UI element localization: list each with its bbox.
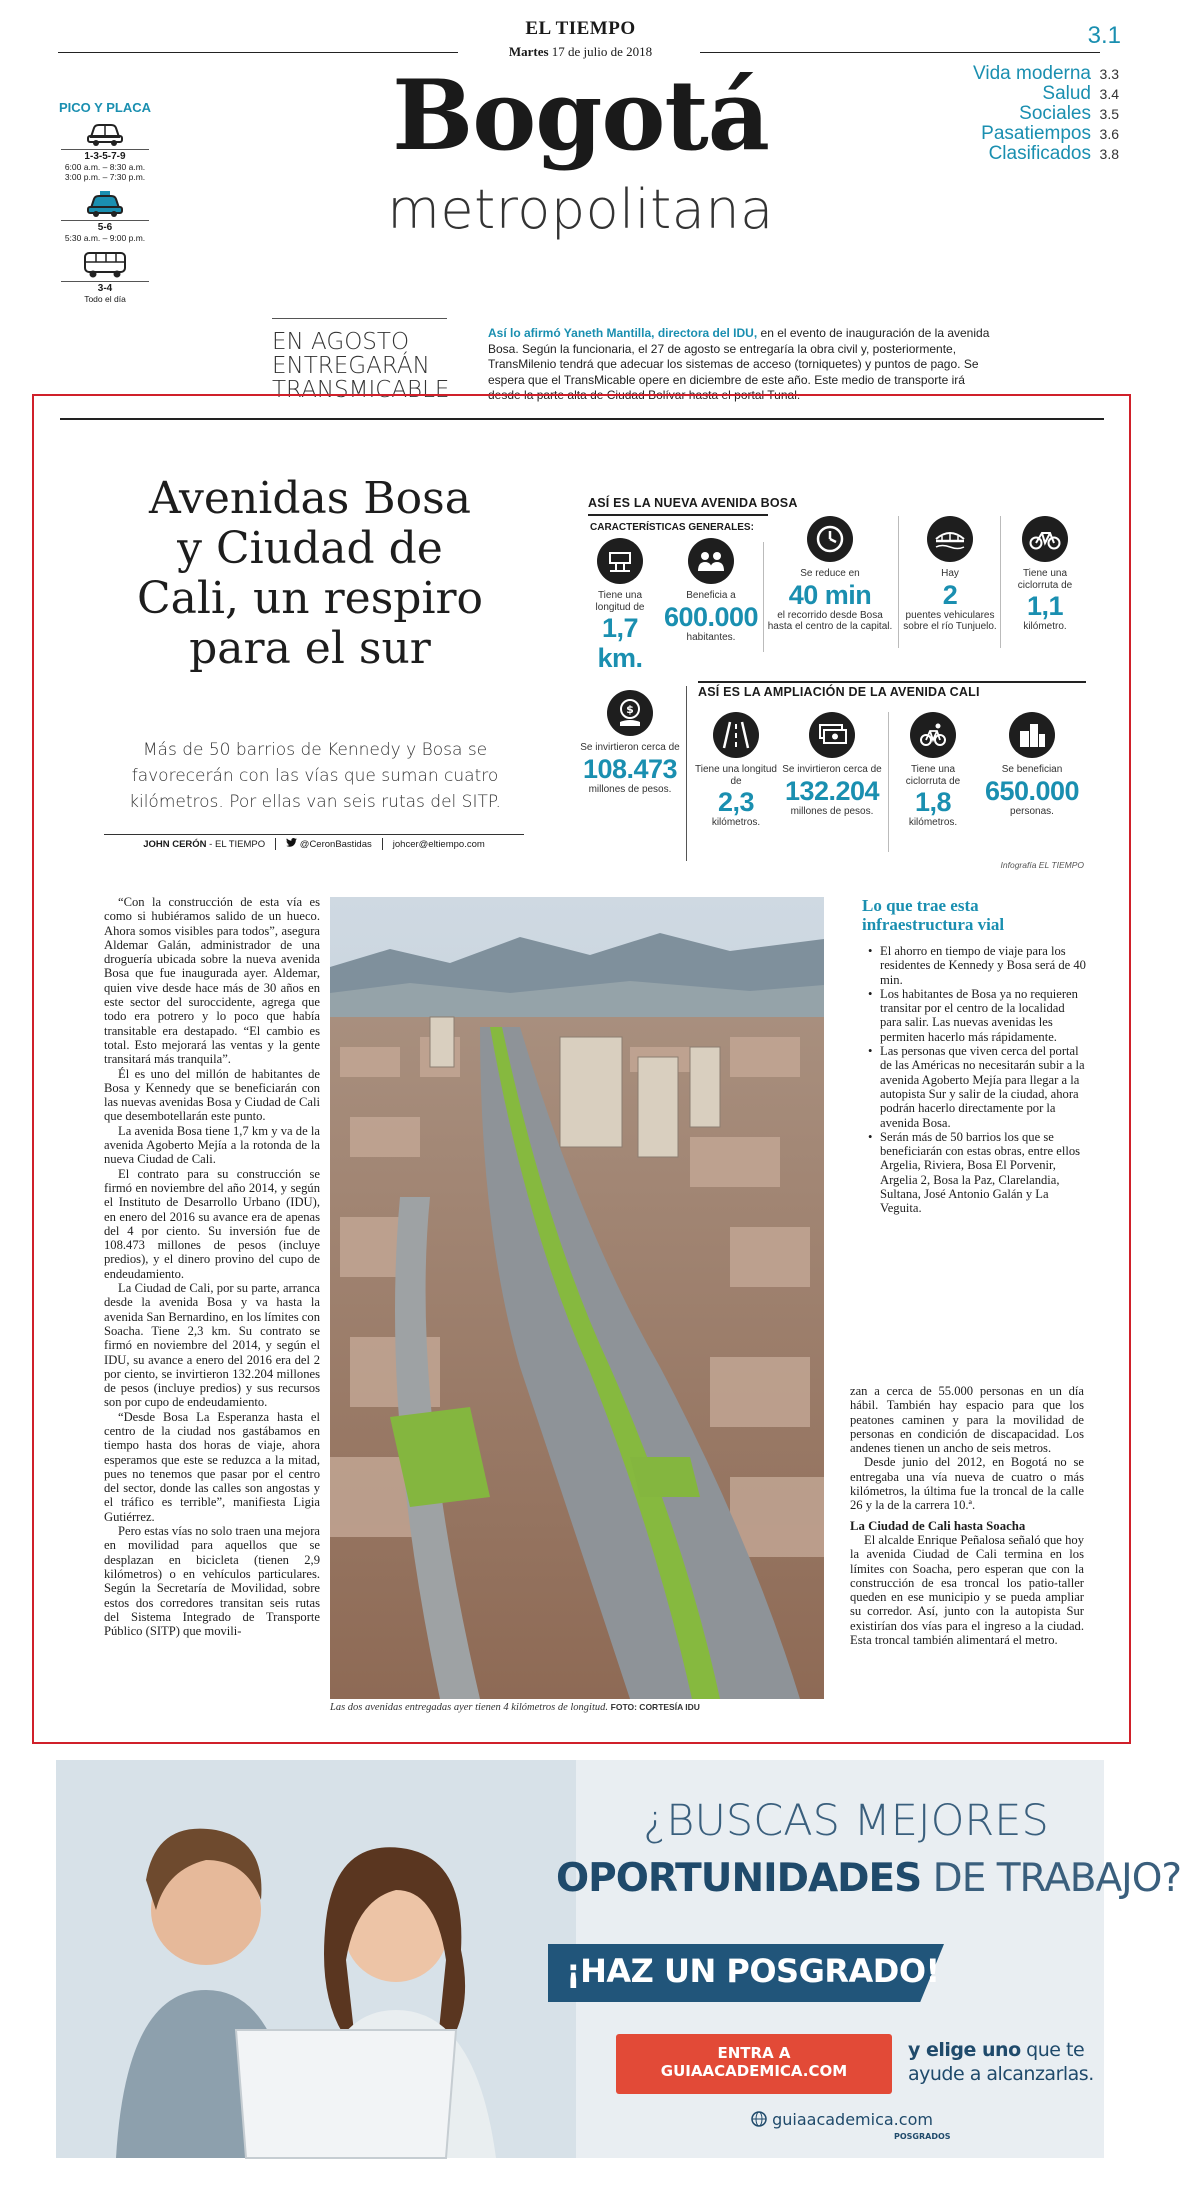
- article-paragraph: El alcalde Enrique Peñalosa señaló que hoy la avenida Ciudad de Cali termina en los límites con Soacha, pero esperan que con la construcción de esa troncal los patio-taller queden en ese municipio y se pueda ampliar su corredor. Así, junto con la autopista Sur existirían dos vías para el ingreso a la ciudad. Esta troncal también alimentará el metro.: [850, 1532, 1084, 1648]
- advertisement[interactable]: [56, 1760, 1181, 2158]
- infographic-divider: [888, 712, 889, 852]
- ad-headline-2-bold: OPORTUNIDADES: [556, 1856, 922, 1901]
- byline-separator: [275, 838, 276, 850]
- byline-separator: [382, 838, 383, 850]
- infographic-item: [1002, 516, 1088, 632]
- issue-date-text: 17 de julio de 2018: [551, 44, 653, 59]
- infographic-unit: el recorrido desde Bosa hasta el centro de la capital.: [767, 609, 893, 632]
- pico-y-placa-hours: Todo el día: [84, 294, 126, 304]
- sidebar-list-item: • El ahorro en tiempo de viaje para los residentes de Kennedy y Bosa será de 40 min.: [866, 944, 1088, 987]
- issue-date: [0, 44, 1161, 60]
- infographic-credit: Infografía EL TIEMPO: [1000, 860, 1084, 870]
- article-subhead: La Ciudad de Cali hasta Soacha: [850, 1518, 1026, 1533]
- section-index: [973, 64, 1119, 164]
- infographic-label: Se invirtieron cerca de: [782, 764, 882, 775]
- infographic-item: [580, 538, 660, 673]
- teaser-headline-line: EN AGOSTO: [272, 329, 410, 355]
- headline-line: Avenidas Bosa: [149, 473, 471, 524]
- infographic-unit: puentes vehiculares sobre el río Tunjuelo.: [903, 609, 997, 632]
- pico-y-placa-digits: 3-4: [61, 281, 149, 294]
- sidebar-list: [866, 944, 1088, 1216]
- article-paragraph: zan a cerca de 55.000 personas en un día hábil. También hay espacio para que los peatones caminen y para la movilidad de personas en condición de discapacidad. Los andenes tienen un ancho de seis metros.: [850, 1384, 1084, 1456]
- ad-cta-side-rest: que te ayude a alcanzarlas.: [908, 2039, 1094, 2085]
- road-sign-icon: [597, 538, 643, 584]
- infographic-unit: kilómetro.: [1023, 621, 1067, 632]
- ad-cta-line-1: ENTRA A: [717, 2044, 791, 2062]
- pico-y-placa-digits: 5-6: [61, 220, 149, 233]
- infographic-unit: kilómetros.: [908, 817, 958, 828]
- infographic-label: Se benefician: [1001, 764, 1063, 775]
- newspaper-name: EL TIEMPO: [525, 18, 636, 39]
- byline-twitter: @CeronBastidas: [299, 839, 372, 850]
- car-icon: [85, 121, 125, 147]
- infographic-value: 132.204: [784, 775, 880, 806]
- infographic-title-bosa: ASÍ ES LA NUEVA AVENIDA BOSA: [588, 496, 798, 510]
- infographic-value: 40 min: [788, 579, 872, 610]
- infographic-label: Tiene una ciclorruta de: [905, 764, 961, 787]
- infographic-value: 1,7 km.: [597, 613, 643, 673]
- infographic-label: Tiene una ciclorruta de: [1017, 568, 1073, 591]
- headline-line: Cali, un respiro: [136, 573, 484, 624]
- infographic-item: [976, 712, 1088, 817]
- byline-outlet: - EL TIEMPO: [206, 838, 266, 850]
- infographic-unit: millones de pesos.: [588, 783, 672, 795]
- story-headline[interactable]: [90, 474, 530, 674]
- infographic-divider: [898, 516, 899, 648]
- article-paragraph: Pero estas vías no solo traen una mejora en movilidad para aquellos que se desplazan en bicicleta (tienen 2,9 kilómetros) o en vehículos particulares. Según la Secretaría de Movilidad, sobre estos dos corredores transitan seis rutas del Sistema Integrado de Transporte Público (SITP) que movili-: [104, 1524, 320, 1639]
- infographic-label: Se invirtieron cerca de: [580, 742, 680, 753]
- sidebar-list-item: • Serán más de 50 barrios los que se beneficiarán con estas obras, entre ellos Argelia, Riviera, Bosa El Porvenir, Argelia 2, Bosa la Paz, Clarelandia, Sultana, José Antonio Galán y La Veguita.: [866, 1130, 1088, 1216]
- pico-y-placa-taxi: [50, 190, 160, 243]
- infographic-value: 650.000: [984, 775, 1080, 806]
- infographic-unit: personas.: [1010, 805, 1054, 817]
- pico-y-placa-hours: 3:00 p.m. – 7:30 p.m.: [64, 172, 146, 182]
- section-index-item[interactable]: Clasificados 3.8: [988, 143, 1119, 164]
- infographic-divider: [686, 686, 687, 861]
- article-paragraph: “Con la construcción de esta vía es como si hubiéramos salido de un hueco. Ahora somos visibles para todos”, asegura Aldemar Galán, administrador de una droguería ubicada sobre la nueva avenida Bosa que fue inaugurada ayer. Aldemar, quien vive desde hace más de 30 años en este sector del suroccidente, agrega que todo era potrero y lo poco que había transitable era destapado. “El cambio es total. Esto mejorará las ventas y la gente transitará más tranquila”.: [104, 895, 320, 1067]
- bicycle-icon: [1022, 516, 1068, 562]
- byline-twitter-group[interactable]: [286, 838, 372, 850]
- infographic-label: Tiene una longitud de: [695, 764, 777, 787]
- photo-credit: FOTO: CORTESÍA IDU: [610, 1702, 700, 1712]
- infographic-item: [778, 712, 886, 817]
- teaser-headline-line: ENTREGARÁN: [272, 353, 430, 379]
- headline-line: y Ciudad de: [177, 523, 443, 574]
- article-paragraph: “Desde Bosa La Esperanza hasta el centro de la ciudad nos gastábamos en tiempo hasta dos horas de viaje, ahora esperamos que este se reduzca a la mitad, pues no tenemos que pasar por el centro del sector, donde las calles son angostas y el tráfico es terrible”, manifiesta Ligia Gutiérrez.: [104, 1409, 320, 1524]
- road-icon: [713, 712, 759, 758]
- section-index-item[interactable]: Vida moderna 3.3: [973, 63, 1119, 84]
- globe-icon: [751, 2111, 767, 2127]
- infographic-value: 2,3: [717, 787, 755, 817]
- byline: [104, 838, 524, 850]
- ad-headline-2-rest: DE TRABAJO?: [921, 1856, 1181, 1901]
- ad-headline-2: [556, 1856, 1181, 1901]
- svg-text:$: $: [626, 703, 634, 716]
- pico-y-placa-hours: 5:30 a.m. – 9:00 p.m.: [64, 233, 146, 243]
- page-number: 3.1: [1087, 22, 1121, 49]
- bike-lane-icon: [910, 712, 956, 758]
- ad-banner-text: ¡HAZ UN POSGRADO!: [566, 1952, 940, 1990]
- byline-author-group: [143, 839, 265, 850]
- issue-weekday: Martes: [508, 44, 549, 59]
- infographic-label: Se reduce en: [800, 568, 860, 579]
- pico-y-placa-box: [50, 100, 160, 312]
- photo-caption-text: Las dos avenidas entregadas ayer tienen 4 kilómetros de longitud.: [330, 1702, 609, 1713]
- infographic-unit: kilómetros.: [711, 817, 761, 828]
- ad-photo-students: [56, 1760, 576, 2158]
- story-top-rule: [60, 418, 1104, 420]
- story-dek: Más de 50 barrios de Kennedy y Bosa se favorecerán con las vías que suman cuatro kilómetros. Por ellas van seis rutas del SITP.: [129, 740, 501, 812]
- twitter-icon: [286, 838, 297, 847]
- ad-headline-1: ¿BUSCAS MEJORES: [643, 1796, 1049, 1846]
- article-column-left: [104, 895, 320, 1707]
- photo-caption: [330, 1702, 824, 1713]
- byline-rule: [104, 834, 524, 835]
- infographic: [580, 490, 1090, 870]
- byline-author: JOHN CERÓN: [143, 838, 207, 850]
- teaser-text: [488, 326, 1000, 402]
- bridge-icon: [927, 516, 973, 562]
- infographic-label: Hay: [941, 568, 959, 579]
- infographic-label: Beneficia a: [686, 590, 736, 601]
- cash-icon: [809, 712, 855, 758]
- section-subtitle: metropolitana: [387, 178, 774, 241]
- pico-y-placa-digits: 1-3-5-7-9: [61, 149, 149, 162]
- article-column-right: [850, 1384, 1084, 1712]
- infographic-item: [580, 690, 680, 795]
- infographic-divider: [1000, 516, 1001, 648]
- article-paragraph: La Ciudad de Cali, por su parte, arranca desde la avenida Bosa y va hasta la avenida San Bernardino, en los límites con Soacha. Tiene 2,3 km. Su contrato se firmó en noviembre del 2014, y según el IDU, su avance a enero del 2016 era del 2 por ciento, se invirtieron 132.204 millones de pesos (incluye predios) y sus recursos son por cupo de endeudamiento.: [104, 1281, 320, 1410]
- section-index-item[interactable]: Sociales 3.5: [1019, 103, 1119, 124]
- infographic-value: 108.473: [582, 753, 678, 784]
- infographic-value: 1,1: [1026, 591, 1064, 621]
- infographic-unit: millones de pesos.: [790, 805, 874, 817]
- byline-email[interactable]: johcer@eltiempo.com: [392, 838, 485, 850]
- teaser-lead: Así lo afirmó Yaneth Mantilla, directora del IDU,: [488, 326, 758, 340]
- infographic-label: Tiene una longitud de: [595, 590, 645, 613]
- ad-cta-button[interactable]: [616, 2034, 892, 2094]
- headline-line: para el sur: [189, 623, 431, 674]
- aerial-photo-illustration: [330, 897, 824, 1699]
- infographic-value: 600.000: [663, 601, 759, 632]
- infographic-value: 2: [942, 579, 958, 610]
- aerial-avenue-photo[interactable]: [330, 897, 824, 1699]
- infographic-item: [692, 712, 780, 828]
- infographic-item: [766, 516, 894, 632]
- pico-y-placa-title: PICO Y PLACA: [59, 100, 151, 115]
- teaser-body: en el evento de inauguración de la avenida Bosa. Según la funcionaria, el 27 de agosto se entregaría la obra civil y, posteriormente, TransMilenio tendrá que adecuar los sistemas de acceso (torniquetes) y puntos de pago. Se espera que el TransMicable opere en diciembre de este año. Este medio de transporte irá desde la parte alta de Ciudad Bolívar hasta el portal Tunal.: [488, 326, 990, 403]
- money-icon: [607, 690, 653, 736]
- infographic-rule: [698, 681, 1086, 683]
- ad-logo[interactable]: [751, 2110, 933, 2129]
- infographic-divider: [763, 542, 764, 652]
- pico-y-placa-private: [50, 121, 160, 182]
- ad-logo-subtitle: POSGRADOS: [894, 2132, 951, 2141]
- pico-y-placa-hours: 6:00 a.m. – 8:30 a.m.: [64, 162, 146, 172]
- infographic-value: 1,8: [914, 787, 952, 817]
- sidebar-list-item: • Los habitantes de Bosa ya no requieren transitar por el centro de la localidad para salir. Las nuevas avenidas les permiten hacerlo más rápidamente.: [866, 987, 1088, 1044]
- infographic-title-cali: ASÍ ES LA AMPLIACIÓN DE LA AVENIDA CALI: [698, 685, 980, 699]
- taxi-icon: [85, 190, 125, 218]
- sidebar-title: Lo que trae esta infraestructura vial: [862, 896, 1005, 934]
- infographic-item: [902, 516, 998, 632]
- clock-icon: [807, 516, 853, 562]
- infographic-rule: [588, 514, 768, 516]
- ad-cta-side-text: [908, 2038, 1098, 2086]
- teaser-headline[interactable]: [272, 330, 449, 402]
- pico-y-placa-bus: [50, 251, 160, 304]
- article-paragraph: Desde junio del 2012, en Bogotá no se entregaba una vía nueva de cuatro o más kilómetros, la última fue la troncal de la calle 26 y la de la carrera 10.ª.: [850, 1455, 1084, 1513]
- infographic-item: [662, 538, 760, 643]
- ad-cta-side-bold: y elige uno: [908, 2039, 1021, 2061]
- people-icon: [688, 538, 734, 584]
- section-index-item[interactable]: Pasatiempos 3.6: [981, 123, 1119, 144]
- infographic-item: [890, 712, 976, 828]
- bus-icon: [82, 251, 128, 279]
- article-paragraph: Él es uno del millón de habitantes de Bosa y Kennedy que se beneficiarán con las nuevas avenidas Bosa y Ciudad de Cali que desembotellarán este punto.: [104, 1066, 320, 1124]
- section-index-item[interactable]: Salud 3.4: [1042, 83, 1119, 104]
- article-paragraph: El contrato para su construcción se firmó en noviembre del año 2014, y según el Instituto de Desarrollo Urbano (IDU), en enero del 2016 su avance era de apenas del 4 por ciento. Su inversión fue de 108.473 millones de pesos (incluye predios), y el dinero provino del cupo de endeudamiento.: [104, 1166, 320, 1281]
- infographic-unit: habitantes.: [686, 631, 736, 643]
- teaser-headline-line: TRANSMICABLE: [272, 377, 450, 403]
- ad-cta-line-2: GUIAACADEMICA.COM: [660, 2062, 848, 2080]
- sidebar-list-item: • Las personas que viven cerca del portal de las Américas no necesitarán subir a la avenida Agoberto Mejía para llegar a la autopista Sur y salir de la ciudad, ahora podrán hacerlo directamente por la avenida Bosa.: [866, 1044, 1088, 1130]
- buildings-icon: [1009, 712, 1055, 758]
- ad-logo-text: guiaacademica.com: [772, 2110, 933, 2129]
- article-paragraph: La avenida Bosa tiene 1,7 km y va de la avenida Agoberto Mejía a la rotonda de la nueva Ciudad de Cali.: [104, 1123, 320, 1167]
- infographic-subtitle: CARACTERÍSTICAS GENERALES:: [590, 522, 754, 533]
- section-title: Bogotá: [392, 59, 769, 172]
- teaser-rule: [272, 318, 447, 319]
